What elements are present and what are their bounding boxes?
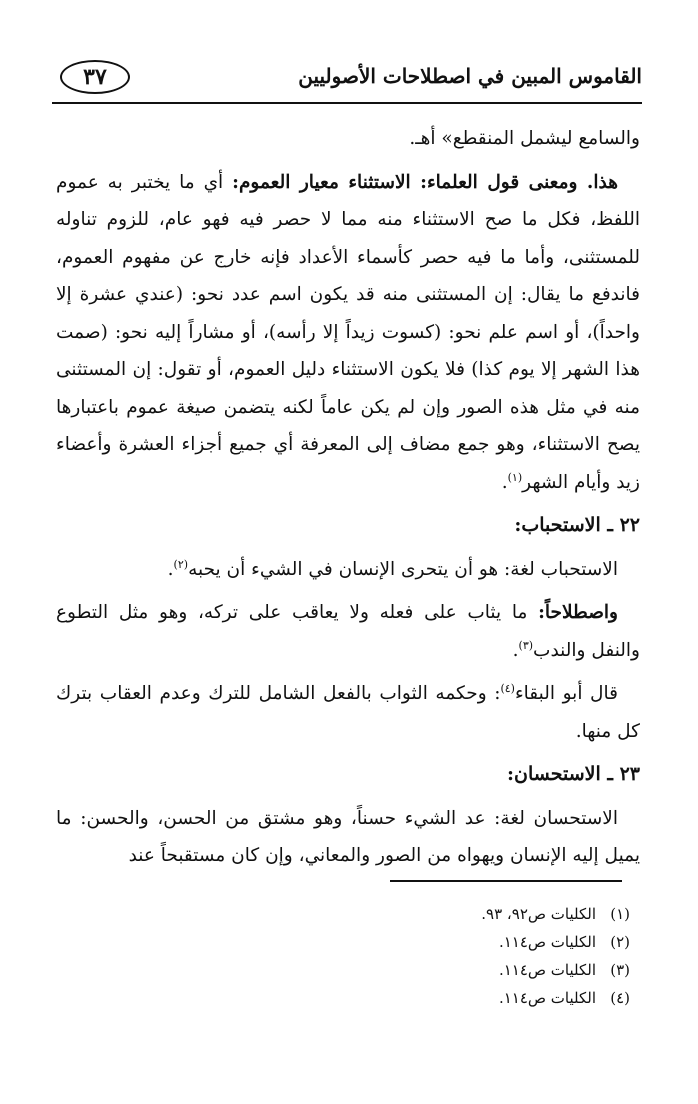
paragraph-lead: هذا. ومعنى قول العلماء: الاستثناء معيار العموم: (232, 171, 618, 193)
footnote-number: (٤) (610, 989, 630, 1007)
footnote-item (300, 900, 630, 928)
footnote-item (300, 928, 630, 956)
footnote-text: الكليات ص١١٤. (498, 933, 596, 951)
paragraph-istihsan: الاستحسان لغة: عد الشيء حسناً، وهو مشتق من الحسن، والحسن: ما يميل إليه الإنسان ويهواه من الصور والمعاني، وإن كان مستقبحاً عند (56, 807, 640, 866)
footnote-number: (١) (610, 905, 630, 923)
footnote-number: (٢) (610, 933, 630, 951)
section-heading-23: ٢٣ ـ الاستحسان: (507, 763, 640, 785)
footnote-divider (390, 880, 622, 882)
footnotes (300, 900, 630, 1012)
page-body (56, 120, 640, 875)
paragraph-istithna: هذا. ومعنى قول العلماء: الاستثناء معيار العموم: أي ما يختبر به عموم اللفظ، فكل ما صح الاستثناء منه مما لا حصر فيه فهو عام، للزوم تناوله للمستثنى، وأما ما فيه حصر كأسماء الأعداد فإنه خارج عن مفهوم العموم، فاندفع ما يقال: إن المستثنى منه قد يكون اسم عدد نحو: (عندي عشرة إلا واحداً)، أو اسم علم نحو: (كسوت زيداً إلا رأسه)، أو مشاراً إليه نحو: (صمت هذا الشهر إلا يوم كذا) فلا يكون الاستثناء دليل العموم، أو تقول: إن المستثنى منه في مثل هذه الصور وإن لم يكن عاماً لكنه يتضمن صيغة عموم باعتبارها يصح الاستثناء، وهو جمع مضاف إلى المعرفة أي جميع أجزاء العشرة وأعضاء زيد وأيام الشهر$^{(١)}$. (56, 171, 640, 493)
footnote-item (300, 956, 630, 984)
footnote-text: الكليات ص١١٤. (498, 989, 596, 1007)
header-divider (52, 102, 642, 104)
footnote-ref-4[interactable]: (٤) (500, 681, 515, 695)
footnote-number: (٣) (610, 961, 630, 979)
footnote-ref-3[interactable]: (٣) (518, 638, 534, 652)
paragraph-quote-end: والسامع ليشمل المنقطع» أهـ. (409, 128, 640, 149)
footnote-ref-2[interactable]: (٢) (173, 557, 189, 571)
paragraph-abu-al-baqa: قال أبو البقاء$^{(٤)}$: وحكمه الثواب بالفعل الشامل للترك وعدم العقاب بترك كل منها. (56, 681, 640, 742)
paragraph-istihbab-istilah: واصطلاحاً: ما يثاب على فعله ولا يعاقب على تركه، وهو مثل التطوع والنفل والندب$^{(٣)}$. (56, 602, 640, 661)
running-header (52, 58, 642, 98)
paragraph-istihbab-lugha: الاستحباب لغة: هو أن يتحرى الإنسان في الشيء أن يحبه$^{(٢)}$. (167, 557, 618, 580)
paragraph-lead: واصطلاحاً: (538, 602, 618, 623)
footnote-text: الكليات ص٩٢، ٩٣. (481, 905, 596, 923)
book-title: القاموس المبين في اصطلاحات الأصوليين (298, 64, 642, 88)
page-number: ٣٧ (60, 60, 130, 94)
footnote-ref-1[interactable]: (١) (507, 470, 523, 484)
section-heading-22: ٢٢ ـ الاستحباب: (514, 514, 640, 536)
footnote-text: الكليات ص١١٤. (498, 961, 596, 979)
footnote-item (300, 984, 630, 1012)
